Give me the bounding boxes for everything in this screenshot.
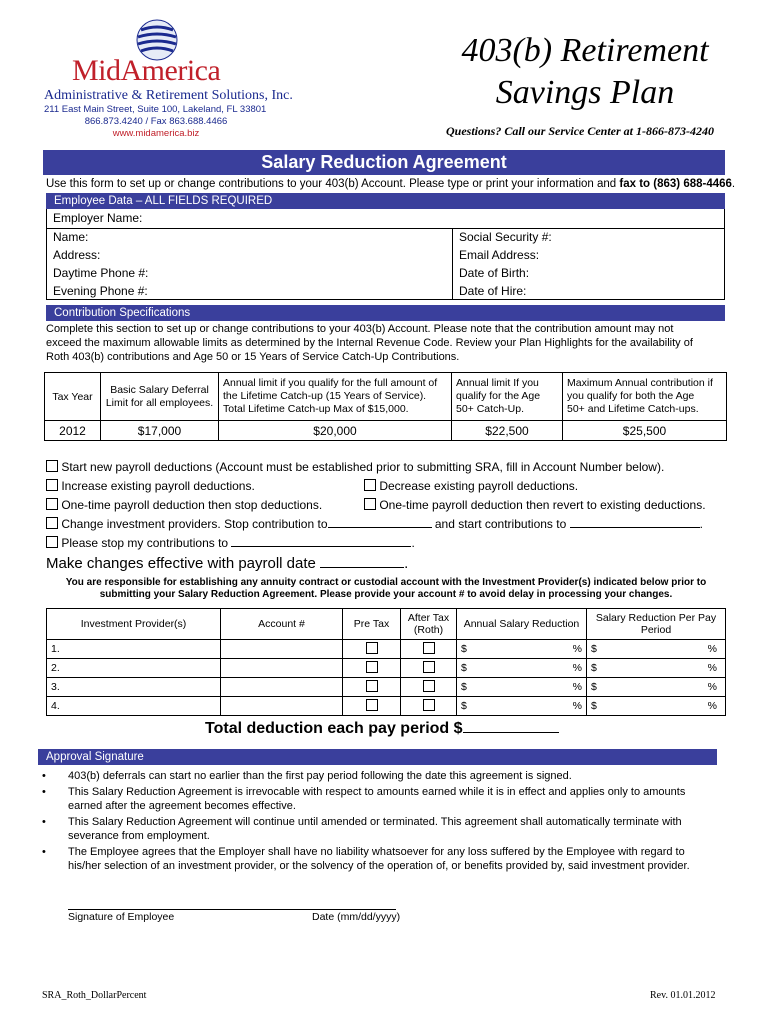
employee-section-header [46, 193, 725, 209]
increase-checkbox[interactable] [46, 479, 58, 491]
total-deduction-field[interactable] [463, 719, 559, 733]
provider-header-perpay-2: Period [640, 624, 672, 636]
page-title-line-2: Savings Plan [495, 74, 675, 111]
table-row [47, 659, 726, 678]
limits-header-max-2: you qualify for both the Age [567, 390, 695, 402]
dollar-sign: $ [461, 681, 467, 693]
aftertax-checkbox[interactable] [423, 642, 435, 654]
option-stop-label: Please stop my contributions to [61, 536, 229, 550]
dollar-sign: $ [591, 700, 597, 712]
effective-date-field[interactable] [320, 555, 404, 568]
form-title: Salary Reduction Agreement [261, 152, 507, 172]
provider-note-line-2: submitting your Salary Reduction Agreement. Please provide your account # to avoid delay in processing your changes. [99, 589, 673, 600]
provider-header-perpay-1: Salary Reduction Per Pay [595, 612, 717, 624]
option-change-row [46, 515, 736, 534]
option-change-label-b: and start contributions to [434, 517, 567, 531]
option-change-label-a: Change investment providers. Stop contribution to [61, 517, 328, 531]
signature-line[interactable] [68, 909, 396, 910]
approval-bullet-4-line-1: The Employee agrees that the Employer shall have no liability whatsoever for any loss suffered by the Employee with regard to [68, 846, 685, 858]
employee-data-box [46, 209, 725, 300]
option-decrease-label: Decrease existing payroll deductions. [379, 479, 579, 493]
per-pay-reduction-cell[interactable] [587, 659, 726, 678]
annual-reduction-cell[interactable] [457, 640, 587, 659]
approval-bullet-4 [38, 845, 728, 873]
limits-header-lifetime-3: Total Lifetime Catch-up Max of $15,000. [223, 403, 409, 415]
per-pay-reduction-cell[interactable] [587, 640, 726, 659]
limits-header-basic-1: Basic Salary Deferral [110, 383, 209, 396]
date-label: Date (mm/dd/yyyy) [312, 911, 401, 923]
percent-sign: % [707, 681, 717, 693]
option-start-label: Start new payroll deductions (Account must be established prior to submitting SRA, fill in Account Number below). [61, 460, 665, 474]
contribution-text [46, 322, 693, 364]
start-checkbox[interactable] [46, 460, 58, 472]
provider-header-annual: Annual Salary Reduction [457, 609, 587, 640]
pretax-cell [343, 640, 401, 659]
annual-reduction-cell[interactable] [457, 697, 587, 716]
approval-bullet-3-line-2: severance from employment. [68, 830, 210, 842]
approval-bullet-3 [38, 815, 728, 843]
contribution-text-line-3: Roth 403(b) contributions and Age 50 or 15 Years of Service Catch-Up Contributions. [46, 351, 460, 363]
aftertax-checkbox[interactable] [423, 661, 435, 673]
logo-subtitle: Administrative & Retirement Solutions, Inc. [44, 88, 293, 103]
form-intro-fax: fax to (863) 688-4466 [619, 178, 732, 190]
approval-bullet-2 [38, 785, 728, 813]
stop-contributions-field[interactable] [231, 536, 411, 547]
footer-revision: Rev. 01.01.2012 [650, 990, 716, 1001]
percent-sign: % [572, 681, 582, 693]
contribution-section-header [46, 305, 725, 321]
approval-bullet-2-line-2: earned after the agreement becomes effective. [68, 800, 296, 812]
pretax-cell [343, 659, 401, 678]
ssn-field[interactable]: Social Security #: [459, 230, 552, 244]
company-phone-fax: 866.873.4240 / Fax 863.688.4466 [84, 116, 228, 127]
provider-row-number[interactable]: 1. [47, 640, 221, 659]
daytime-phone-field[interactable]: Daytime Phone #: [53, 266, 149, 280]
account-number-cell[interactable] [221, 659, 343, 678]
form-intro [46, 178, 735, 190]
approval-bullet-3-line-1: This Salary Reduction Agreement will continue until amended or terminated. This agreement shall automatically terminate with [68, 816, 682, 828]
option-stop-row [46, 534, 736, 553]
employee-section-title: Employee Data – ALL FIELDS REQUIRED [54, 195, 273, 207]
limits-header-year: Tax Year [45, 373, 101, 421]
name-field[interactable]: Name: [53, 230, 89, 244]
contribution-text-line-2: exceed the maximum allowable limits as determined by the Internal Revenue Code. Review your Plan Highlights for the availability of [46, 337, 693, 349]
onetime-revert-checkbox[interactable] [364, 498, 376, 510]
limits-header-max-3: 50+ and Lifetime Catch-ups. [567, 403, 699, 415]
limits-header-basic [101, 373, 219, 421]
provider-table [46, 608, 726, 716]
decrease-checkbox[interactable] [364, 479, 376, 491]
limits-basic: $17,000 [101, 421, 219, 441]
per-pay-reduction-cell[interactable] [587, 678, 726, 697]
start-provider-field[interactable] [570, 517, 700, 528]
option-increase-row [46, 477, 736, 496]
contribution-text-line-1: Complete this section to set up or change contributions to your 403(b) Account. Please note that the contribution amount may not [46, 323, 674, 335]
signature-label: Signature of Employee [68, 911, 175, 923]
provider-row-number[interactable]: 4. [47, 697, 221, 716]
approval-terms [38, 769, 728, 873]
effective-date-row [46, 555, 408, 572]
dollar-sign: $ [461, 700, 467, 712]
pretax-cell [343, 678, 401, 697]
pretax-checkbox[interactable] [366, 642, 378, 654]
dollar-sign: $ [591, 681, 597, 693]
table-row [47, 678, 726, 697]
aftertax-cell [401, 640, 457, 659]
stop-contributions-checkbox[interactable] [46, 536, 58, 548]
total-deduction-label: Total deduction each pay period $ [205, 720, 463, 737]
company-address: 211 East Main Street, Suite 100, Lakeland, FL 33801 [44, 104, 267, 115]
stop-provider-field[interactable] [328, 517, 432, 528]
dollar-sign: $ [461, 643, 467, 655]
limits-header-age-3: 50+ Catch-Up. [456, 403, 524, 415]
account-number-cell[interactable] [221, 640, 343, 659]
pretax-checkbox[interactable] [366, 680, 378, 692]
percent-sign: % [707, 643, 717, 655]
limits-header-basic-2: Limit for all employees. [105, 396, 214, 409]
change-provider-checkbox[interactable] [46, 517, 58, 529]
dollar-sign: $ [591, 662, 597, 674]
pretax-cell [343, 697, 401, 716]
contribution-section-title: Contribution Specifications [54, 307, 191, 319]
effective-date-label: Make changes effective with payroll date [46, 555, 316, 572]
address-field[interactable]: Address: [53, 248, 101, 262]
provider-header-aftertax [401, 609, 457, 640]
effective-date-period: . [404, 555, 409, 572]
aftertax-checkbox[interactable] [423, 680, 435, 692]
percent-sign: % [572, 643, 582, 655]
percent-sign: % [707, 662, 717, 674]
limits-lifetime: $20,000 [219, 421, 452, 441]
approval-bullet-2-line-1: This Salary Reduction Agreement is irrevocable with respect to amounts earned while it is in effect and applies only to amounts [68, 786, 686, 798]
aftertax-cell [401, 659, 457, 678]
provider-header-account: Account # [221, 609, 343, 640]
limits-year: 2012 [45, 421, 101, 441]
limits-header-lifetime [219, 373, 452, 421]
annual-reduction-cell[interactable] [457, 659, 587, 678]
approval-section-title: Approval Signature [46, 751, 144, 763]
option-onetime-stop-label: One-time payroll deduction then stop deductions. [61, 498, 323, 512]
provider-header-aftertax-2: (Roth) [413, 624, 444, 636]
onetime-stop-checkbox[interactable] [46, 498, 58, 510]
dollar-sign: $ [591, 643, 597, 655]
provider-note [46, 577, 726, 601]
percent-sign: % [572, 662, 582, 674]
form-title-bar [43, 150, 725, 175]
provider-header-pretax: Pre Tax [343, 609, 401, 640]
dollar-sign: $ [461, 662, 467, 674]
email-field[interactable]: Email Address: [459, 248, 540, 262]
hire-date-field[interactable]: Date of Hire: [459, 284, 527, 298]
limits-header-age-2: qualify for the Age [456, 390, 541, 402]
table-row [47, 697, 726, 716]
table-row [47, 640, 726, 659]
provider-header-aftertax-1: After Tax [407, 612, 450, 624]
bullet-icon: • [42, 786, 46, 798]
limits-age: $22,500 [452, 421, 563, 441]
service-center-text: Questions? Call our Service Center at 1-866-873-4240 [446, 124, 715, 138]
provider-header-provider: Investment Provider(s) [47, 609, 221, 640]
limits-header-max [563, 373, 727, 421]
bullet-icon: • [42, 816, 46, 828]
provider-row-number[interactable]: 3. [47, 678, 221, 697]
limits-header-max-1: Maximum Annual contribution if [567, 377, 713, 389]
approval-section-header [38, 749, 717, 765]
footer-form-id: SRA_Roth_DollarPercent [42, 990, 147, 1001]
aftertax-cell [401, 678, 457, 697]
page-title-line-1: 403(b) Retirement [461, 32, 709, 69]
approval-bullet-1 [38, 769, 728, 783]
account-number-cell[interactable] [221, 678, 343, 697]
company-website[interactable]: www.midamerica.biz [112, 128, 200, 139]
payroll-options [46, 458, 736, 553]
account-number-cell[interactable] [221, 697, 343, 716]
bullet-icon: • [42, 770, 46, 782]
dob-field[interactable]: Date of Birth: [459, 266, 530, 280]
limits-header-age [452, 373, 563, 421]
percent-sign: % [572, 700, 582, 712]
provider-header-perpay [587, 609, 726, 640]
employer-name-field[interactable]: Employer Name: [53, 211, 143, 225]
pretax-checkbox[interactable] [366, 661, 378, 673]
aftertax-cell [401, 697, 457, 716]
approval-bullet-4-line-2: his/her selection of an investment provider, or the solvency of the operation of, or benefits provided by, said investment provider. [68, 860, 690, 872]
pretax-checkbox[interactable] [366, 699, 378, 711]
option-onetime-revert-label: One-time payroll deduction then revert to existing deductions. [379, 498, 706, 512]
approval-bullet-1-text: 403(b) deferrals can start no earlier than the first pay period following the date this agreement is signed. [68, 770, 572, 782]
annual-reduction-cell[interactable] [457, 678, 587, 697]
provider-row-number[interactable]: 2. [47, 659, 221, 678]
option-stop-period: . [411, 536, 415, 550]
form-intro-period: . [731, 178, 736, 190]
aftertax-checkbox[interactable] [423, 699, 435, 711]
bullet-icon: • [42, 846, 46, 858]
limits-header-lifetime-1: Annual limit if you qualify for the full amount of [223, 377, 438, 389]
option-change-period: . [699, 517, 703, 531]
option-onetime-row [46, 496, 736, 515]
option-start-row [46, 458, 736, 477]
total-deduction [205, 719, 559, 738]
limits-header-lifetime-2: the Lifetime Catch-up (15 Years of Service). [223, 390, 427, 402]
provider-note-line-1: You are responsible for establishing any annuity contract or custodial account with the Investment Provider(s) indicated below prior to [65, 577, 707, 588]
form-intro-text: Use this form to set up or change contributions to your 403(b) Account. Please type or print your information and [46, 178, 617, 190]
limits-max: $25,500 [563, 421, 727, 441]
page-title [420, 30, 750, 114]
logo-text: MidAmerica [72, 54, 221, 87]
evening-phone-field[interactable]: Evening Phone #: [53, 284, 148, 298]
company-logo [40, 18, 293, 139]
limits-header-age-1: Annual limit If you [456, 377, 539, 389]
limits-table [44, 372, 727, 441]
percent-sign: % [707, 700, 717, 712]
per-pay-reduction-cell[interactable] [587, 697, 726, 716]
option-increase-label: Increase existing payroll deductions. [61, 479, 255, 493]
